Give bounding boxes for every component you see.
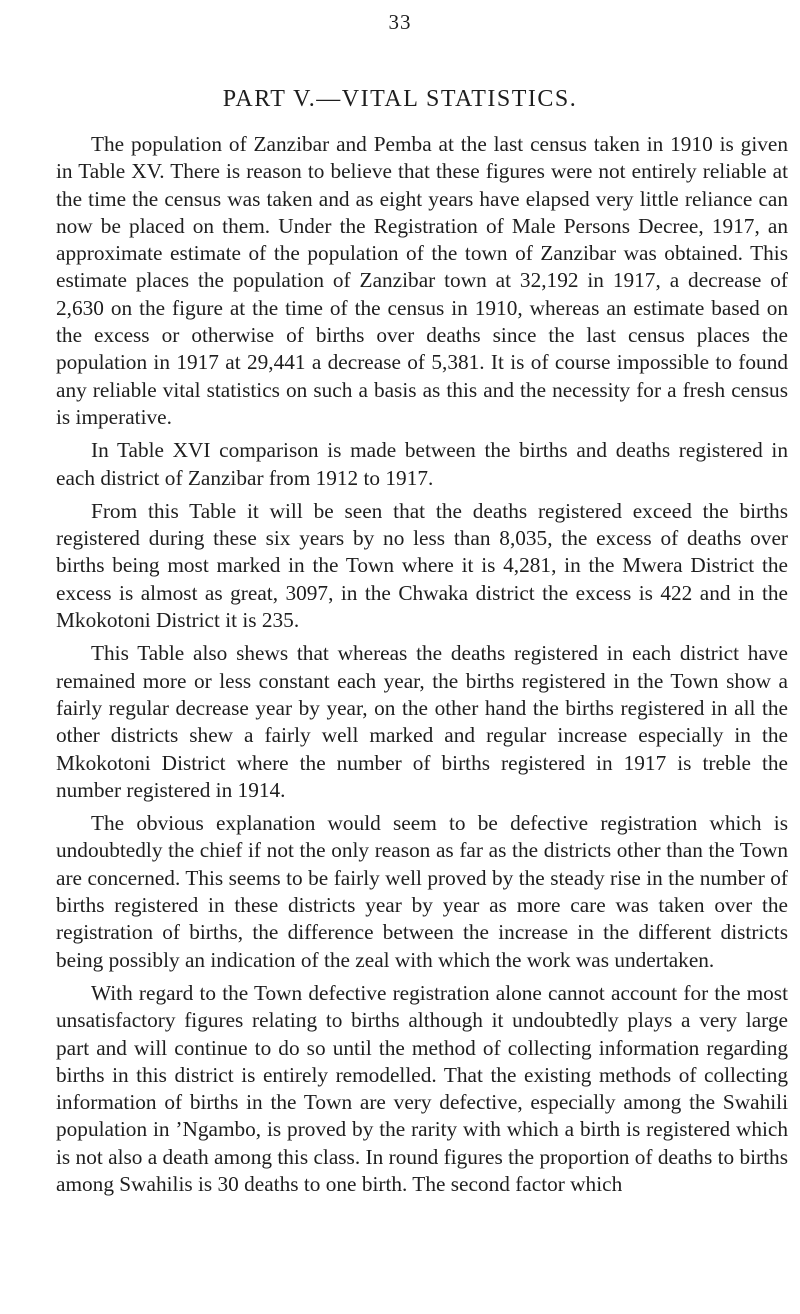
page-number: 33 — [388, 10, 412, 34]
paragraph-deaths-exceed-births: From this Table it will be seen that the deaths registered exceed the births registered during these six years by no less than 8,035, the excess of deaths over births being most marked in the Town where it is 4,281, in the Mwera District the excess is almost as great, 3097, in the Chwaka district the excess is 422 and in the Mkokotoni District it is 235. — [56, 498, 788, 633]
paragraph-births-trend: This Table also shews that whereas the deaths registered in each district have remained more or less constant each year, the births registered in the Town show a fairly regular decrease year by year, on the other hand the births registered in all the other districts shew a fairly well marked and regular increase especially in the Mkokotoni District where the number of births registered in 1917 is treble the number registered in 1914. — [56, 641, 788, 802]
paragraph-population-census: The population of Zanzibar and Pemba at the last census taken in 1910 is given in Table XV. There is reason to believe that these figures were not entirely reliable at the time the census was taken and as eight years have elapsed very little reliance can now be placed on them. Under the Registration of Male Persons Decree, 1917, an approximate estimate of the population of the town of Zanzibar was obtained. This estimate places the population of Zanzibar town at 32,192 in 1917, a decrease of 2,630 on the figure at the time of the census in 1910, whereas an estimate based on the excess or otherwise of births over deaths since the last census places the population in 1917 at 29,441 a decrease of 5,381. It is of course impossible to found any reliable vital statistics on such a basis as this and the necessity for a fresh census is imperative. — [56, 132, 788, 429]
body-text — [56, 131, 788, 1198]
paragraph-table-xvi: In Table XVI comparison is made between the births and deaths registered in each district of Zanzibar from 1912 to 1917. — [56, 438, 788, 490]
paragraph-defective-registration: The obvious explanation would seem to be defective registration which is undoubtedly the chief if not the only reason as far as the districts other than the Town are concerned. This seems to be fairly well proved by the steady rise in the number of births registered in these districts year by year as more care was taken over the registration of births, the difference between the increase in the different districts being possibly an indication of the zeal with which the work was undertaken. — [56, 811, 788, 972]
section-heading: PART V.—VITAL STATISTICS. — [222, 86, 578, 112]
paragraph-town-registration: With regard to the Town defective registration alone cannot account for the most unsatisfactory figures relating to births although it undoubtedly plays a very large part and will continue to do so until the method of collecting information regarding births in this district is entirely remodelled. That the existing methods of collecting information of births in the Town are very defective, especially among the Swahili population in ’Ngambo, is proved by the rarity with which a birth is registered which is not also a death among this class. In round figures the proportion of deaths to births among Swahilis is 30 deaths to one birth. The second factor which — [56, 980, 788, 1196]
